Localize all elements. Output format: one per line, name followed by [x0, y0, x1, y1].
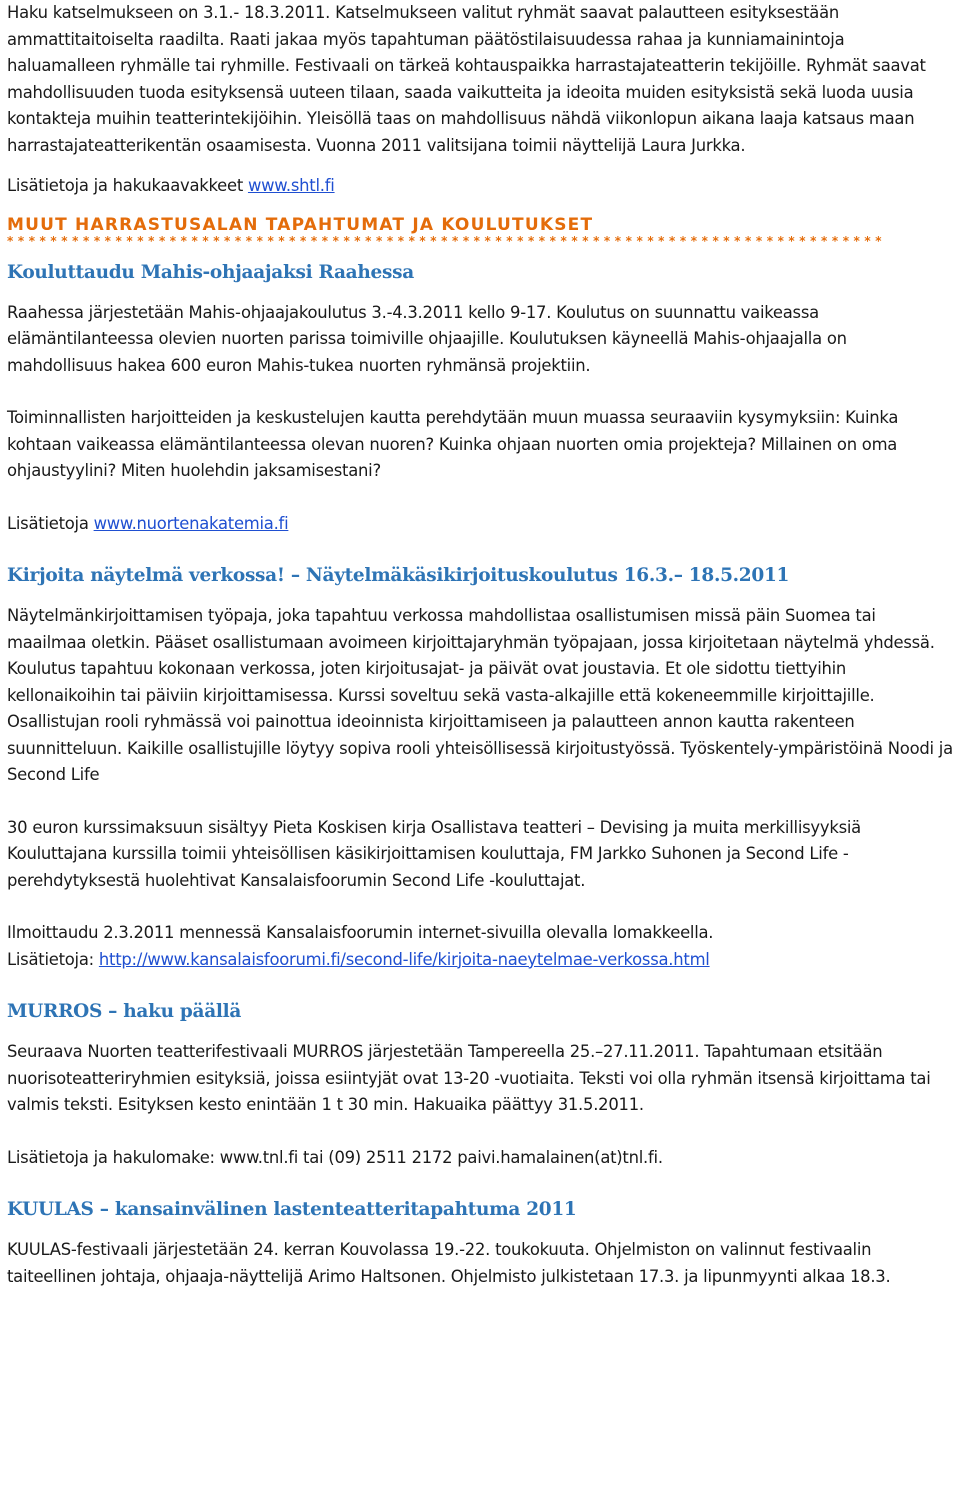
intro-paragraph: Haku katselmukseen on 3.1.- 18.3.2011. Katselmukseen valitut ryhmät saavat palautteen esityksestään ammattitaitoiselta raadilta. Raati jakaa myös tapahtuman päätöstilaisuudessa rahaa ja kunniamainintoja haluamalleen ryhmälle tai ryhmille. Festivaali on tärkeä kohtauspaikka harrastajateatterin tekijöille. Ryhmät saavat mahdollisuuden tuoda esityksensä uuteen tilaan, saada vaikutteita ja ideoita muiden esityksistä sekä luoda uusia kontakteja muihin teatterintekijöihin. Yleisöllä taas on mahdollisuus nähdä viikonlopun aikana laaja katsaus maan harrastajateatterikentän osaamisesta. Vuonna 2011 valitsijana toimii näyttelijä Laura Jurkka. — [7, 3, 926, 155]
kansalaisfoorumi-link[interactable]: http://www.kansalaisfoorumi.fi/second-life/kirjoita-naeytelmae-verkossa.html — [98, 949, 710, 969]
murros-paragraph-2: Lisätietoja ja hakulomake: www.tnl.fi tai (09) 2511 2172 paivi.hamalainen(at)tnl.fi. — [7, 1147, 663, 1167]
kirjoita-more-label: Lisätietoja: — [7, 949, 99, 969]
murros-heading: MURROS – haku päällä — [7, 1001, 242, 1022]
mahis-more-info — [7, 511, 954, 538]
kirjoita-paragraph-3: Ilmoittaudu 2.3.2011 mennessä Kansalaisfoorumin internet-sivuilla olevalla lomakkeella. — [7, 923, 714, 942]
intro-more-info — [7, 173, 954, 200]
section-title: MUUT HARRASTUSALAN TAPAHTUMAT JA KOULUTUKSET — [7, 214, 594, 235]
section-divider: * * * * * * * * * * * * * * * * * * * * * * * * * * * * * * * * * * * * * * * * * * * * * * * * * * * * * * * * * * * * * * * * * * * * * * * * * * * * * * * * * — [7, 235, 882, 246]
intro-more-label: Lisätietoja ja hakukaavakkeet — [7, 176, 248, 195]
kirjoita-heading: Kirjoita näytelmä verkossa! – Näytelmäkäsikirjoituskoulutus 16.3.– 18.5.2011 — [7, 565, 790, 586]
mahis-paragraph-1: Raahessa järjestetään Mahis-ohjaajakoulutus 3.-4.3.2011 kello 9-17. Koulutus on suunnattu vaikeassa elämäntilanteessa olevien nuorten parissa toimiville ohjaajille. Koulutuksen käyneellä Mahis-ohjaajalla on mahdollisuus hakea 600 euron Mahis-tukea nuorten ryhmänsä projektiin. — [7, 302, 847, 375]
kirjoita-paragraph-1: Näytelmänkirjoittamisen työpaja, joka tapahtuu verkossa mahdollistaa osallistumisen missä päin Suomea tai maailmaa oletkin. Pääset osallistumaan avoimeen kirjoittajaryhmän työpajaan, jossa kirjoitetaan näytelmä yhdessä. Koulutus tapahtuu kokonaan verkossa, joten kirjoitusajat- ja päivät ovat joustavia. Et ole sidottu tiettyihin kellonaikoihin tai päiviin kirjoittamisessa. Kurssi soveltuu sekä vasta-alkajille että kokeneemmille kirjoittajille. Osallistujan rooli ryhmässä voi painottua ideoinnista kirjoittamiseen ja palautteen annon kautta rakenteen suunnitteluun. Kaikille osallistujille löytyy sopiva rooli yhteisöllisessä kirjoitustyössä. Työskentely-ympäristöinä Noodi ja Second Life — [7, 606, 953, 784]
shtl-link[interactable]: www.shtl.fi — [247, 176, 335, 195]
kirjoita-more-info — [7, 947, 954, 974]
nuortenakatemia-link[interactable]: www.nuortenakatemia.fi — [93, 513, 289, 533]
mahis-more-label: Lisätietoja — [7, 513, 94, 533]
kuulas-paragraph-1: KUULAS-festivaali järjestetään 24. kerran Kouvolassa 19.-22. toukokuuta. Ohjelmiston on valinnut festivaalin taiteellinen johtaja, ohjaaja-näyttelijä Arimo Haltsonen. Ohjelmisto julkistetaan 17.3. ja lipunmyynti alkaa 18.3. — [7, 1240, 891, 1286]
mahis-paragraph-2: Toiminnallisten harjoitteiden ja keskustelujen kautta perehdytään muun muassa seuraaviin kysymyksiin: Kuinka kohtaan vaikeassa elämäntilanteessa olevan nuoren? Kuinka ohjaan nuorten omia projekteja? Millainen on oma ohjaustyylini? Miten huolehdin jaksamisestani? — [7, 408, 899, 480]
kuulas-heading: KUULAS – kansainvälinen lastenteatteritapahtuma 2011 — [7, 1199, 577, 1220]
murros-paragraph-1: Seuraava Nuorten teatterifestivaali MURROS järjestetään Tampereella 25.–27.11.2011. Tapahtumaan etsitään nuorisoteatteriryhmien esityksiä, joissa esiintyjät ovat 13-20 -vuotiaita. Teksti voi olla ryhmän itsensä kirjoittama tai valmis teksti. Esityksen kesto enintään 1 t 30 min. Hakuaika päättyy 31.5.2011. — [7, 1042, 931, 1114]
mahis-heading: Kouluttaudu Mahis-ohjaajaksi Raahessa — [7, 261, 414, 283]
kirjoita-paragraph-2: 30 euron kurssimaksuun sisältyy Pieta Koskisen kirja Osallistava teatteri – Devising ja muita merkillisyyksiä Kouluttajana kurssilla toimii yhteisöllisen käsikirjoittamisen kouluttaja, FM Jarkko Suhonen ja Second Life -perehdytyksestä huolehtivat Kansalaisfoorumin Second Life -kouluttajat. — [7, 817, 861, 890]
